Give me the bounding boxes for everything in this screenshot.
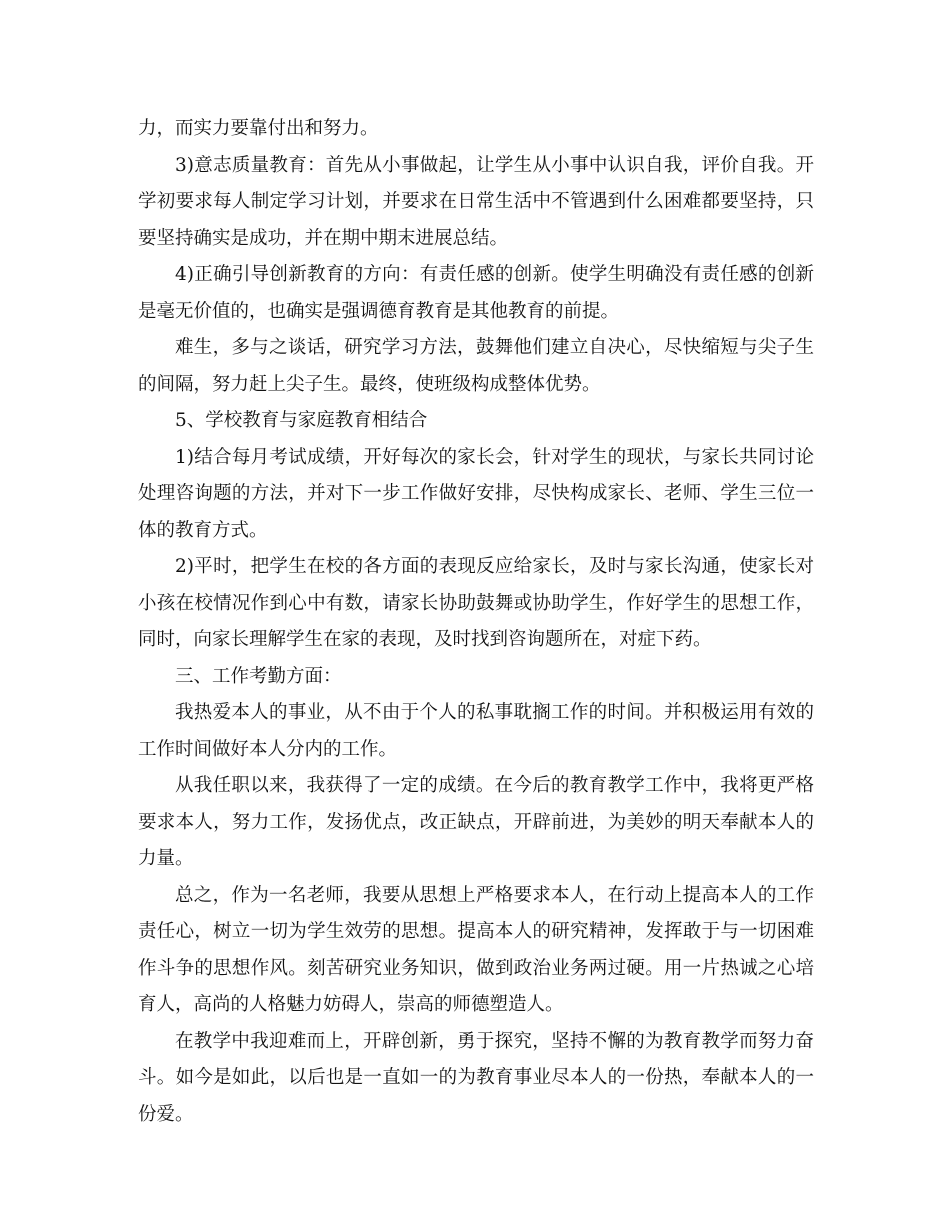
paragraph: 力，而实力要靠付出和努力。	[138, 118, 379, 139]
paragraph: 总之，作为一名老师，我要从思想上严格要求本人，在行动上提高本人的工作责任心，树立一切为学生效劳的思想。提高本人的研究精神，发挥敢于与一切困难作斗争的思想作风。刻苦研究业务知识，做到政治业务两过硬。用一片热诚之心培育人，高尚的人格魅力妨碍人，崇高的师德塑造人。	[138, 884, 814, 1015]
section-heading: 5、学校教育与家庭教育相结合	[175, 410, 428, 431]
document-body	[138, 111, 814, 1133]
paragraph: 从我任职以来，我获得了一定的成绩。在今后的教育教学工作中，我将更严格要求本人，努力工作，发扬优点，改正缺点，开辟前进，为美妙的明天奉献本人的力量。	[138, 775, 814, 869]
paragraph: 3)意志质量教育：首先从小事做起，让学生从小事中认识自我，评价自我。开学初要求每人制定学习计划，并要求在日常生活中不管遇到什么困难都要坚持，只要坚持确实是成功，并在期中期末进展总结。	[138, 154, 814, 249]
paragraph: 在教学中我迎难而上，开辟创新，勇于探究，坚持不懈的为教育教学而努力奋斗。如今是如此，以后也是一直如一的为教育事业尽本人的一份热，奉献本人的一份爱。	[138, 1030, 814, 1125]
paragraph: 我热爱本人的事业，从不由于个人的私事耽搁工作的时间。并积极运用有效的工作时间做好本人分内的工作。	[138, 702, 814, 760]
section-heading: 三、工作考勤方面：	[175, 665, 342, 687]
paragraph: 难生，多与之谈话，研究学习方法，鼓舞他们建立自决心，尽快缩短与尖子生的间隔，努力赶上尖子生。最终，使班级构成整体优势。	[138, 337, 814, 395]
paragraph: 2)平时，把学生在校的各方面的表现反应给家长，及时与家长沟通，使家长对小孩在校情况作到心中有数，请家长协助鼓舞或协助学生，作好学生的思想工作，同时，向家长理解学生在家的表现，及时找到咨询题所在，对症下药。	[138, 556, 814, 650]
paragraph: 1)结合每月考试成绩，开好每次的家长会，针对学生的现状，与家长共同讨论处理咨询题的方法，并对下一步工作做好安排，尽快构成家长、老师、学生三位一体的教育方式。	[138, 446, 814, 541]
paragraph: 4)正确引导创新教育的方向：有责任感的创新。使学生明确没有责任感的创新是毫无价值的，也确实是强调德育教育是其他教育的前提。	[138, 264, 814, 322]
